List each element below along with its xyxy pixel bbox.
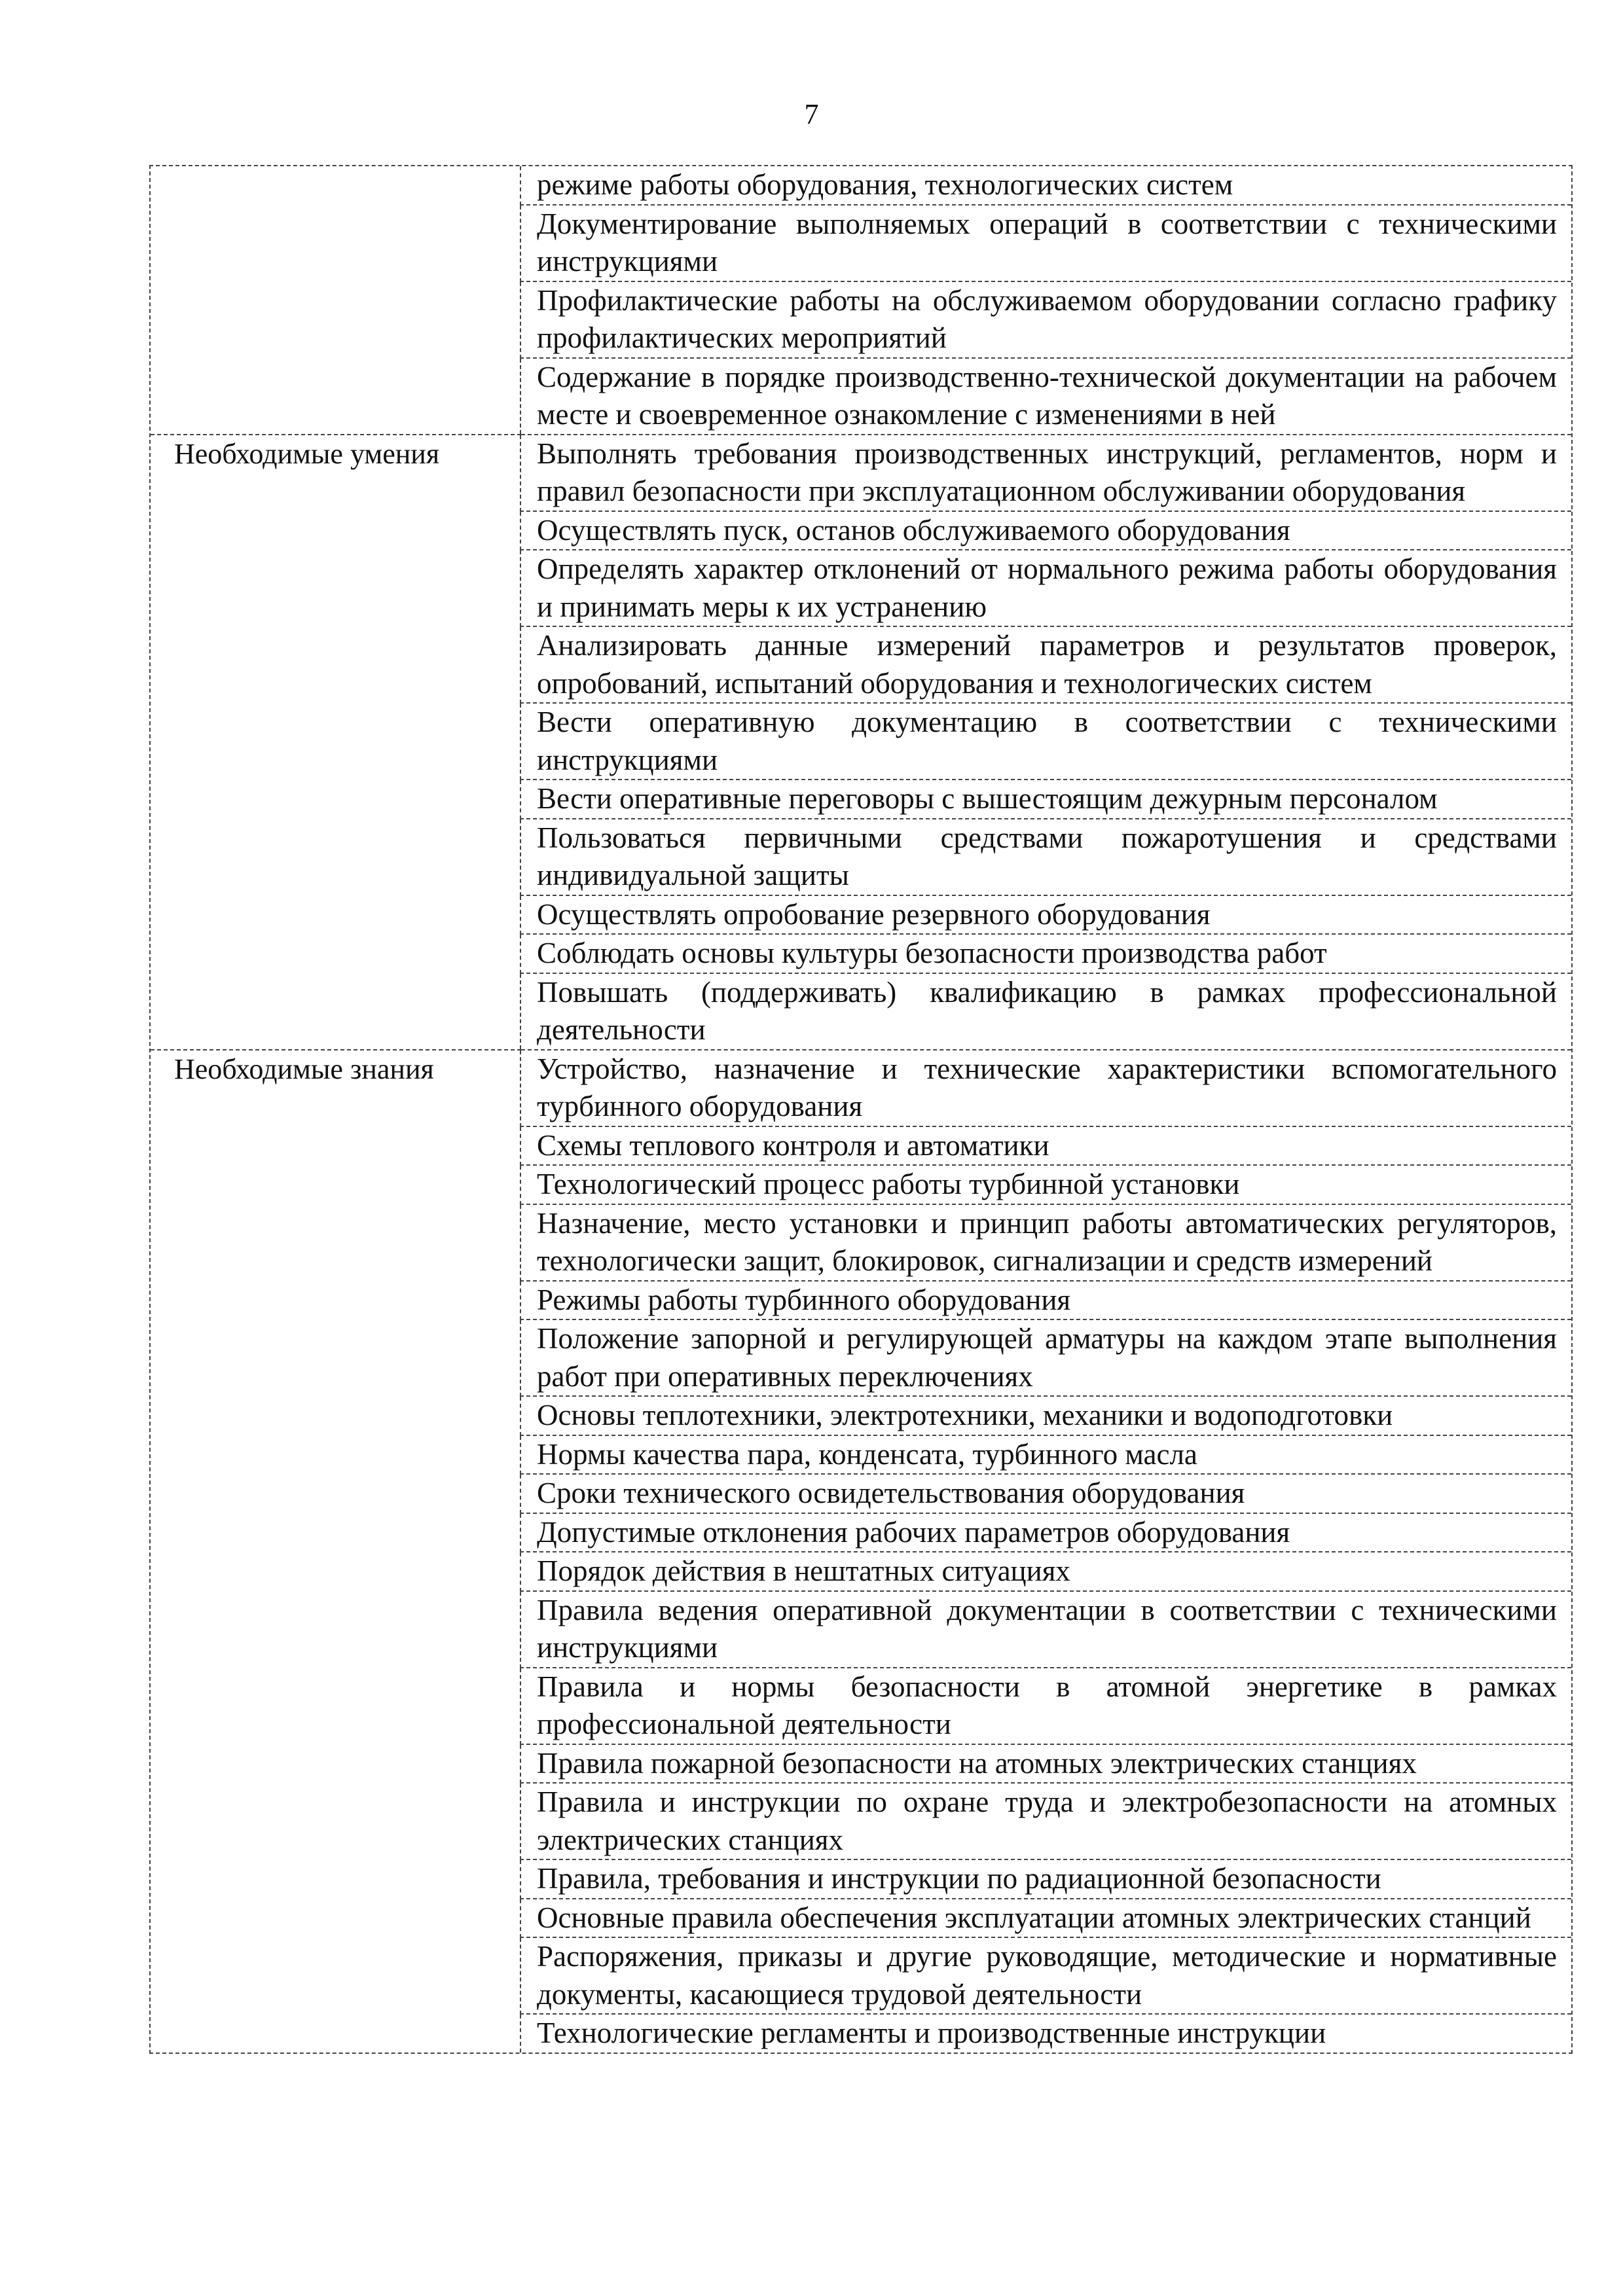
continuation-item: режиме работы оборудования, технологических систем bbox=[520, 166, 1571, 205]
knowledge-label-cell bbox=[151, 1050, 520, 2053]
skill-item: Выполнять требования производственных инструкций, регламентов, норм и правил безопасности при эксплуатационном обслуживании оборудования bbox=[520, 435, 1571, 511]
knowledge-item: Правила пожарной безопасности на атомных электрических станциях bbox=[520, 1744, 1571, 1784]
knowledge-item: Основы теплотехники, электротехники, механики и водоподготовки bbox=[520, 1396, 1571, 1435]
table-row bbox=[151, 435, 1571, 511]
knowledge-item: Схемы теплового контроля и автоматики bbox=[520, 1126, 1571, 1166]
knowledge-item: Основные правила обеспечения эксплуатации атомных электрических станций bbox=[520, 1899, 1571, 1938]
knowledge-item: Назначение, место установки и принцип работы автоматических регуляторов, технологически защит, блокировок, сигнализации и средств измерений bbox=[520, 1204, 1571, 1281]
knowledge-item: Распоряжения, приказы и другие руководящие, методические и нормативные документы, касающиеся трудовой деятельности bbox=[520, 1937, 1571, 2014]
skill-item: Соблюдать основы культуры безопасности производства работ bbox=[520, 934, 1571, 973]
skill-item: Осуществлять опробование резервного оборудования bbox=[520, 895, 1571, 935]
knowledge-item: Допустимые отклонения рабочих параметров оборудования bbox=[520, 1513, 1571, 1552]
skill-item: Вести оперативные переговоры с вышестоящим дежурным персоналом bbox=[520, 780, 1571, 819]
skills-label: Необходимые умения bbox=[174, 437, 440, 470]
requirements-table bbox=[151, 166, 1571, 2053]
continuation-item: Профилактические работы на обслуживаемом оборудовании согласно графику профилактических мероприятий bbox=[520, 281, 1571, 358]
knowledge-item: Порядок действия в нештатных ситуациях bbox=[520, 1552, 1571, 1591]
knowledge-item: Нормы качества пара, конденсата, турбинного масла bbox=[520, 1435, 1571, 1475]
continuation-label-cell bbox=[151, 166, 520, 435]
knowledge-label: Необходимые знания bbox=[174, 1052, 434, 1085]
continuation-item: Документирование выполняемых операций в соответствии с техническими инструкциями bbox=[520, 205, 1571, 281]
skill-item: Определять характер отклонений от нормального режима работы оборудования и принимать меры к их устранению bbox=[520, 550, 1571, 626]
knowledge-item: Положение запорной и регулирующей арматуры на каждом этапе выполнения работ при оперативных переключениях bbox=[520, 1319, 1571, 1396]
page-number: 7 bbox=[804, 98, 819, 130]
knowledge-item: Правила ведения оперативной документации в соответствии с техническими инструкциями bbox=[520, 1591, 1571, 1668]
labor-function-table bbox=[149, 165, 1573, 2054]
knowledge-item: Режимы работы турбинного оборудования bbox=[520, 1281, 1571, 1320]
knowledge-item: Правила и нормы безопасности в атомной энергетике в рамках профессиональной деятельности bbox=[520, 1668, 1571, 1744]
skill-item: Осуществлять пуск, останов обслуживаемого оборудования bbox=[520, 511, 1571, 550]
knowledge-item: Правила, требования и инструкции по радиационной безопасности bbox=[520, 1859, 1571, 1899]
skill-item: Вести оперативную документацию в соответствии с техническими инструкциями bbox=[520, 703, 1571, 780]
knowledge-item: Правила и инструкции по охране труда и электробезопасности на атомных электрических станциях bbox=[520, 1783, 1571, 1859]
knowledge-item: Устройство, назначение и технические характеристики вспомогательного турбинного оборудования bbox=[520, 1050, 1571, 1126]
table-row bbox=[151, 1050, 1571, 1126]
skills-label-cell bbox=[151, 435, 520, 1050]
skill-item: Анализировать данные измерений параметров и результатов проверок, опробований, испытаний оборудования и технологических систем bbox=[520, 626, 1571, 703]
table-row bbox=[151, 166, 1571, 205]
skill-item: Пользоваться первичными средствами пожаротушения и средствами индивидуальной защиты bbox=[520, 819, 1571, 895]
knowledge-item: Технологический процесс работы турбинной установки bbox=[520, 1165, 1571, 1204]
knowledge-item: Технологические регламенты и производственные инструкции bbox=[520, 2014, 1571, 2053]
knowledge-item: Сроки технического освидетельствования оборудования bbox=[520, 1474, 1571, 1513]
skill-item: Повышать (поддерживать) квалификацию в рамках профессиональной деятельности bbox=[520, 973, 1571, 1050]
continuation-item: Содержание в порядке производственно-технической документации на рабочем месте и своевременное ознакомление с изменениями в ней bbox=[520, 358, 1571, 435]
